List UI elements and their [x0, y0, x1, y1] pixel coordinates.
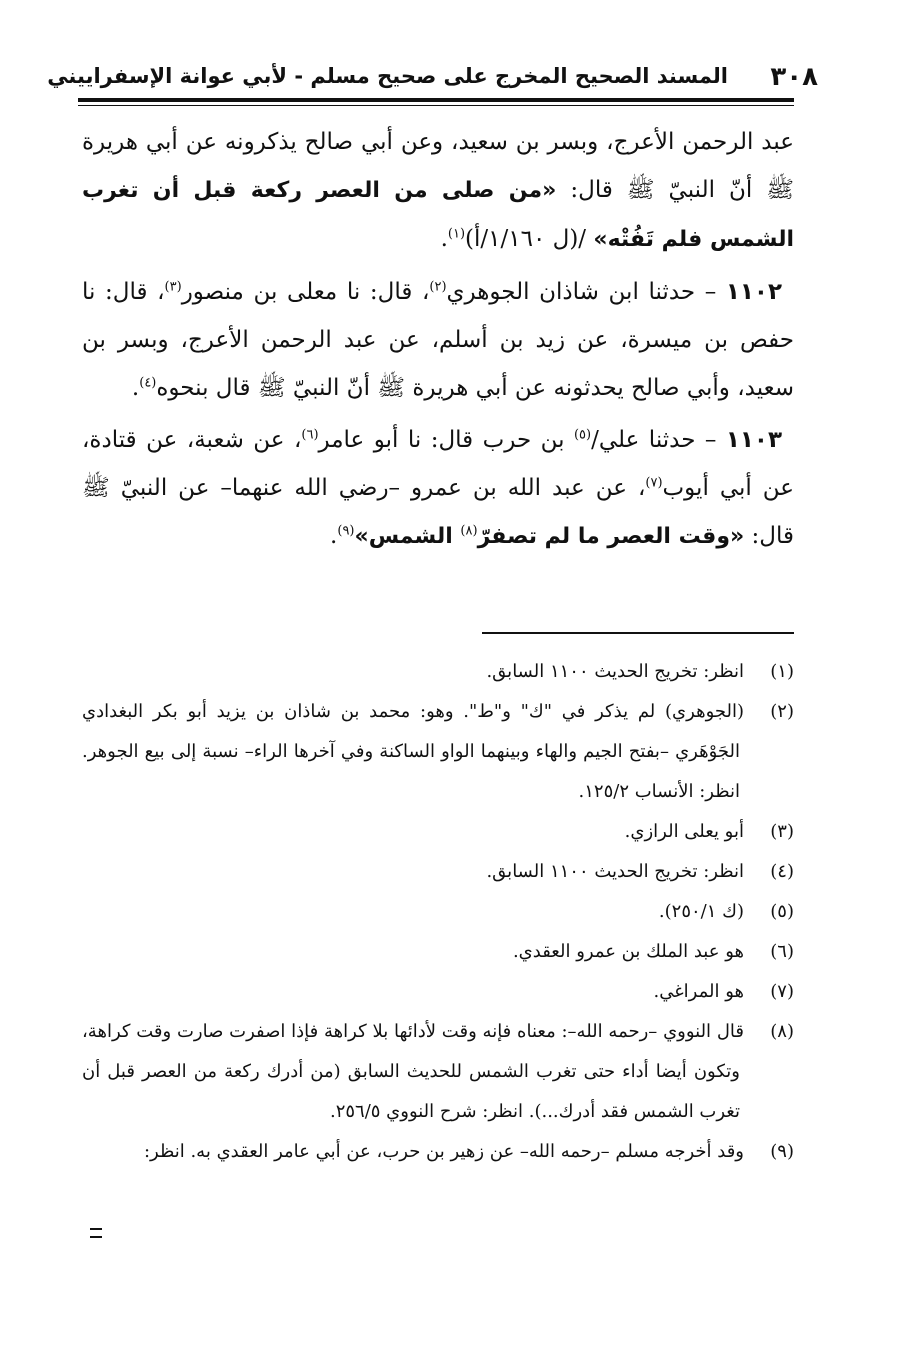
- footnote: [82, 932, 794, 972]
- footnote-number: (١): [770, 661, 794, 682]
- footnote-text: قال النووي –رحمه الله–: معناه فإنه وقت لأدائها بلا كراهة فإذا اصفرت صارت وقت كراهة، وتكون أيضا أداء حتى تغرب الشمس للحديث السابق (من أدرك ركعة من العصر قبل أن تغرب الشمس فقد أدرك...). انظر: شرح النووي ٢٥٦/٥.: [82, 1021, 744, 1122]
- footnote-number: (٤): [770, 861, 794, 882]
- footnote-ref: (٥): [573, 427, 592, 443]
- footnote-ref: (١): [447, 226, 466, 242]
- footnote-ref: (٩): [337, 523, 355, 539]
- footnote: [82, 1012, 794, 1132]
- footnote: [82, 852, 794, 892]
- footnote-text: (ك ٢٥٠/١).: [658, 901, 744, 922]
- hadith-number: ١١٠٣: [725, 427, 782, 453]
- footnote-text: وقد أخرجه مسلم –رحمه الله– عن زهير بن حرب، عن أبي عامر العقدي به. انظر:: [143, 1141, 744, 1162]
- footnote-ref: (٦): [301, 427, 319, 443]
- footnote: [82, 972, 794, 1012]
- footnote-text: هو المراغي.: [653, 981, 744, 1002]
- page-header: [47, 60, 824, 94]
- footnote-text: (الجوهري) لم يذكر في "ك" و"ط". وهو: محمد بن شاذان بن يزيد أبو بكر البغدادي الجَوْهَري –بفتح الجيم والهاء وبينهما الواو الساكنة وفي آخرها الراء– نسبة إلى بيع الجوهر. انظر: الأنساب ١٢٥/٢.: [82, 701, 744, 802]
- hadith-1102: ١١٠٢ – حدثنا ابن شاذان الجوهري$^{(٢)}$، قال: نا معلى بن منصور$^{(٣)}$، قال: نا حفص بن ميسرة، عن زيد بن أسلم، عن عبد الرحمن الأعرج، وبسر بن سعيد، وأبي صالح يحدثونه عن أبي هريرة ﷺ أنّ النبيّ ﷺ قال بنحوه$^{(٤)}$.: [82, 279, 794, 401]
- footnote: [82, 652, 794, 692]
- footnote: [82, 892, 794, 932]
- continuation-mark: [90, 1228, 102, 1238]
- footnote-number: (٦): [770, 941, 794, 962]
- footnote-text: هو عبد الملك بن عمرو العقدي.: [512, 941, 744, 962]
- hadith-quote: «وقت العصر ما لم تصفرّ: [477, 524, 745, 549]
- main-text: [82, 118, 794, 561]
- footnote: [82, 812, 794, 852]
- footnote-ref: (٣): [164, 279, 182, 295]
- running-title: المسند الصحيح المخرج على صحيح مسلم - لأبي عوانة الإسفراييني: [47, 64, 728, 88]
- hadith-quote: الشمس»: [354, 524, 461, 549]
- hadith-quote: «من صلى من العصر ركعة قبل أن تغرب الشمس فلم تَفُتْه»: [82, 178, 794, 252]
- footnote-number: (٣): [770, 821, 794, 842]
- footnote-ref: (٨): [460, 523, 478, 539]
- footnote-number: (٩): [770, 1141, 794, 1162]
- footnote-ref: (٧): [645, 475, 663, 491]
- footnotes: [82, 652, 794, 1172]
- paragraph-continuation: عبد الرحمن الأعرج، وبسر بن سعيد، وعن أبي صالح يذكرونه عن أبي هريرة ﷺ أنّ النبيّ ﷺ قال: «من صلى من العصر ركعة قبل أن تغرب الشمس فلم تَفُتْه» /(ل ١/١٦٠/أ)$^{(١)}$.: [82, 129, 794, 252]
- footnote-ref: (٤): [139, 375, 157, 391]
- footnote-number: (٧): [770, 981, 794, 1002]
- footnote-ref: (٢): [429, 279, 447, 295]
- footnote-number: (٢): [770, 701, 794, 722]
- footnote-number: (٨): [770, 1021, 794, 1042]
- footnote-text: انظر: تخريج الحديث ١١٠٠ السابق.: [486, 861, 744, 882]
- page-number: ٣٠٨: [770, 62, 818, 92]
- footnote-number: (٥): [770, 901, 794, 922]
- footnote: [82, 1132, 794, 1172]
- footnote-separator: [482, 632, 794, 634]
- footnote: [82, 692, 794, 812]
- footnote-text: انظر: تخريج الحديث ١١٠٠ السابق.: [486, 661, 744, 682]
- footnote-text: أبو يعلى الرازي.: [624, 821, 744, 842]
- hadith-number: ١١٠٢: [725, 279, 783, 305]
- header-rule-thin: [78, 105, 794, 106]
- hadith-1103: ١١٠٣ – حدثنا علي/$^{(٥)}$ بن حرب قال: نا أبو عامر$^{(٦)}$، عن شعبة، عن قتادة، عن أبي أيوب$^{(٧)}$، عن عبد الله بن عمرو –رضي الله عنهما– عن النبيّ ﷺ قال: «وقت العصر ما لم تصفرّ$^{(٨)}$ الشمس»$^{(٩)}$.: [82, 427, 794, 549]
- header-rule-thick: [78, 98, 794, 102]
